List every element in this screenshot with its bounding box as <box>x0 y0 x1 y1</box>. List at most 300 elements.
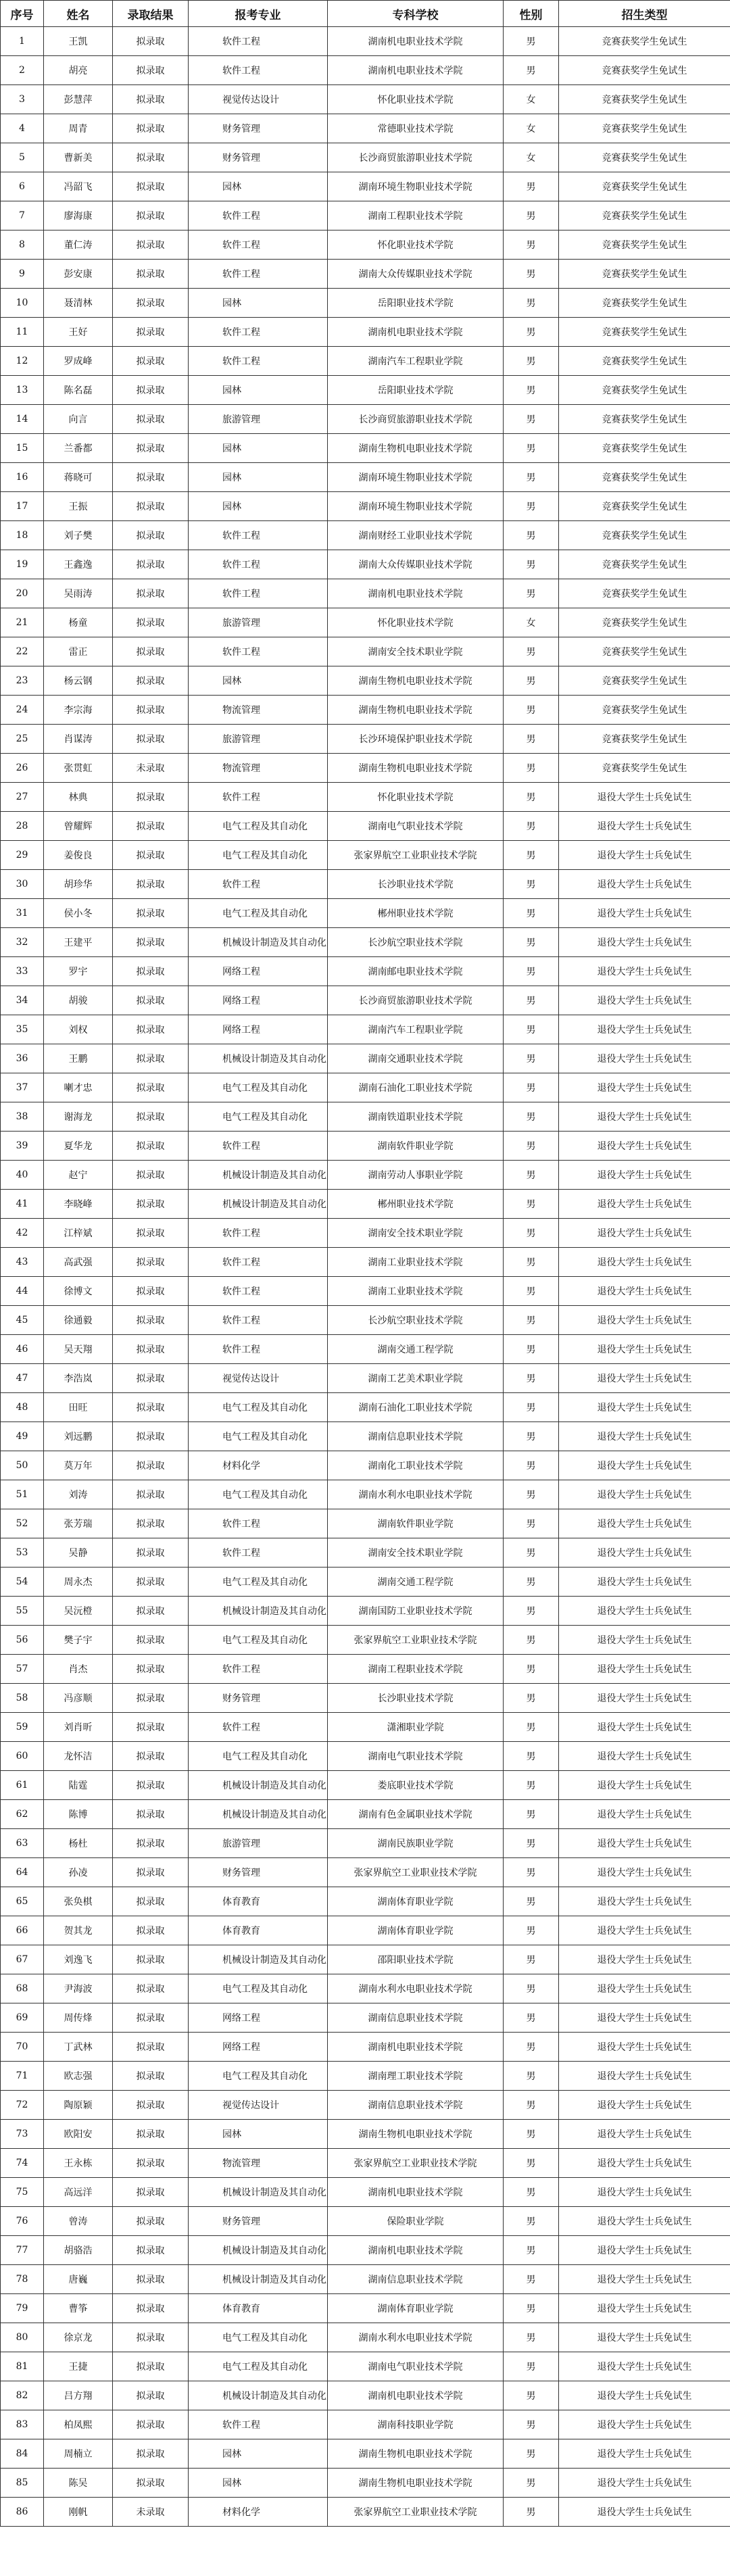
cell-result: 拟录取 <box>113 1306 189 1335</box>
cell-gender: 男 <box>504 957 559 986</box>
cell-college: 湖南国防工业职业技术学院 <box>328 1597 504 1626</box>
cell-type: 竞赛获奖学生免试生 <box>559 492 730 521</box>
cell-type: 退役大学生士兵免试生 <box>559 2439 730 2469</box>
cell-gender: 女 <box>504 143 559 172</box>
cell-college: 湖南机电职业技术学院 <box>328 318 504 347</box>
cell-name: 董仁涛 <box>44 230 113 260</box>
cell-type: 竞赛获奖学生免试生 <box>559 289 730 318</box>
cell-gender: 男 <box>504 1277 559 1306</box>
table-row <box>1 1800 730 1829</box>
cell-major: 软件工程 <box>189 1277 328 1306</box>
header-college: 专科学校 <box>328 1 504 27</box>
cell-index: 53 <box>1 1538 44 1568</box>
cell-index: 6 <box>1 172 44 201</box>
cell-college: 湖南生物机电职业技术学院 <box>328 2439 504 2469</box>
cell-type: 竞赛获奖学生免试生 <box>559 754 730 783</box>
cell-type: 竞赛获奖学生免试生 <box>559 666 730 696</box>
table-row <box>1 957 730 986</box>
cell-index: 43 <box>1 1248 44 1277</box>
cell-type: 退役大学生士兵免试生 <box>559 2294 730 2323</box>
cell-index: 85 <box>1 2469 44 2498</box>
cell-major: 机械设计制造及其自动化 <box>189 1044 328 1073</box>
cell-name: 夏华龙 <box>44 1132 113 1161</box>
table-row <box>1 2352 730 2381</box>
cell-college: 湖南劳动人事职业学院 <box>328 1161 504 1190</box>
cell-type: 退役大学生士兵免试生 <box>559 1626 730 1655</box>
cell-index: 45 <box>1 1306 44 1335</box>
cell-college: 长沙商贸旅游职业技术学院 <box>328 986 504 1015</box>
cell-gender: 男 <box>504 2352 559 2381</box>
table-row <box>1 2265 730 2294</box>
table-row <box>1 899 730 928</box>
table-header-row <box>1 1 730 27</box>
cell-college: 湖南体育职业学院 <box>328 1887 504 1916</box>
cell-name: 孙凌 <box>44 1858 113 1887</box>
cell-result: 拟录取 <box>113 2033 189 2062</box>
cell-index: 10 <box>1 289 44 318</box>
cell-index: 72 <box>1 2091 44 2120</box>
cell-type: 退役大学生士兵免试生 <box>559 2236 730 2265</box>
cell-name: 陶原颖 <box>44 2091 113 2120</box>
cell-major: 园林 <box>189 289 328 318</box>
cell-name: 吴沅橙 <box>44 1597 113 1626</box>
cell-type: 竞赛获奖学生免试生 <box>559 85 730 114</box>
cell-major: 软件工程 <box>189 260 328 289</box>
table-row <box>1 2410 730 2439</box>
cell-index: 75 <box>1 2178 44 2207</box>
cell-name: 兰番都 <box>44 434 113 463</box>
cell-gender: 男 <box>504 289 559 318</box>
cell-college: 湖南铁道职业技术学院 <box>328 1102 504 1132</box>
cell-name: 樊子宇 <box>44 1626 113 1655</box>
cell-index: 51 <box>1 1480 44 1509</box>
table-row <box>1 289 730 318</box>
cell-type: 退役大学生士兵免试生 <box>559 1306 730 1335</box>
table-row <box>1 1858 730 1887</box>
cell-gender: 男 <box>504 1132 559 1161</box>
cell-index: 66 <box>1 1916 44 1945</box>
cell-type: 退役大学生士兵免试生 <box>559 1335 730 1364</box>
cell-name: 胡骏 <box>44 986 113 1015</box>
cell-college: 湖南工业职业技术学院 <box>328 1248 504 1277</box>
cell-gender: 男 <box>504 56 559 85</box>
cell-major: 软件工程 <box>189 1306 328 1335</box>
cell-result: 拟录取 <box>113 2207 189 2236</box>
cell-major: 软件工程 <box>189 2410 328 2439</box>
cell-major: 电气工程及其自动化 <box>189 2323 328 2352</box>
cell-gender: 男 <box>504 1916 559 1945</box>
header-type: 招生类型 <box>559 1 730 27</box>
cell-type: 竞赛获奖学生免试生 <box>559 696 730 725</box>
cell-gender: 男 <box>504 1393 559 1422</box>
cell-result: 拟录取 <box>113 2469 189 2498</box>
cell-name: 杨云钢 <box>44 666 113 696</box>
cell-index: 57 <box>1 1655 44 1684</box>
cell-college: 常德职业技术学院 <box>328 114 504 143</box>
cell-type: 退役大学生士兵免试生 <box>559 2149 730 2178</box>
cell-name: 张贯虹 <box>44 754 113 783</box>
table-row <box>1 1655 730 1684</box>
cell-name: 刘涛 <box>44 1480 113 1509</box>
cell-name: 刚帆 <box>44 2498 113 2527</box>
cell-name: 周青 <box>44 114 113 143</box>
cell-result: 拟录取 <box>113 579 189 608</box>
cell-type: 退役大学生士兵免试生 <box>559 2265 730 2294</box>
cell-major: 旅游管理 <box>189 608 328 637</box>
cell-college: 湖南电气职业技术学院 <box>328 2352 504 2381</box>
cell-name: 曾耀辉 <box>44 812 113 841</box>
cell-index: 1 <box>1 27 44 56</box>
cell-gender: 男 <box>504 870 559 899</box>
cell-name: 周传烽 <box>44 2003 113 2033</box>
cell-name: 周永杰 <box>44 1568 113 1597</box>
cell-name: 聂清林 <box>44 289 113 318</box>
cell-major: 网络工程 <box>189 1015 328 1044</box>
cell-index: 81 <box>1 2352 44 2381</box>
cell-college: 湖南机电职业技术学院 <box>328 2236 504 2265</box>
cell-name: 彭安康 <box>44 260 113 289</box>
cell-college: 湖南民族职业学院 <box>328 1829 504 1858</box>
cell-result: 拟录取 <box>113 289 189 318</box>
table-row <box>1 56 730 85</box>
cell-type: 退役大学生士兵免试生 <box>559 1277 730 1306</box>
cell-college: 长沙职业技术学院 <box>328 1684 504 1713</box>
cell-college: 湖南水利水电职业技术学院 <box>328 1480 504 1509</box>
cell-college: 湖南信息职业技术学院 <box>328 2091 504 2120</box>
cell-index: 37 <box>1 1073 44 1102</box>
cell-major: 电气工程及其自动化 <box>189 1422 328 1451</box>
cell-major: 软件工程 <box>189 1509 328 1538</box>
cell-name: 曹筝 <box>44 2294 113 2323</box>
cell-gender: 男 <box>504 1044 559 1073</box>
cell-index: 9 <box>1 260 44 289</box>
table-row <box>1 812 730 841</box>
cell-result: 拟录取 <box>113 1655 189 1684</box>
cell-index: 79 <box>1 2294 44 2323</box>
cell-index: 15 <box>1 434 44 463</box>
cell-gender: 男 <box>504 2236 559 2265</box>
cell-name: 林典 <box>44 783 113 812</box>
cell-index: 8 <box>1 230 44 260</box>
cell-gender: 男 <box>504 1102 559 1132</box>
cell-college: 长沙商贸旅游职业技术学院 <box>328 405 504 434</box>
table-row <box>1 2323 730 2352</box>
table-row <box>1 579 730 608</box>
cell-gender: 男 <box>504 405 559 434</box>
table-row <box>1 463 730 492</box>
table-row <box>1 2469 730 2498</box>
cell-index: 41 <box>1 1190 44 1219</box>
cell-result: 拟录取 <box>113 2294 189 2323</box>
cell-index: 3 <box>1 85 44 114</box>
cell-major: 机械设计制造及其自动化 <box>189 1190 328 1219</box>
cell-college: 长沙职业技术学院 <box>328 870 504 899</box>
cell-type: 退役大学生士兵免试生 <box>559 783 730 812</box>
table-row <box>1 1277 730 1306</box>
cell-gender: 男 <box>504 172 559 201</box>
cell-major: 机械设计制造及其自动化 <box>189 1771 328 1800</box>
cell-name: 王振 <box>44 492 113 521</box>
cell-result: 拟录取 <box>113 376 189 405</box>
cell-type: 退役大学生士兵免试生 <box>559 1974 730 2003</box>
cell-gender: 男 <box>504 318 559 347</box>
cell-type: 退役大学生士兵免试生 <box>559 1771 730 1800</box>
cell-major: 电气工程及其自动化 <box>189 1480 328 1509</box>
cell-major: 机械设计制造及其自动化 <box>189 1800 328 1829</box>
table-row <box>1 1597 730 1626</box>
cell-result: 拟录取 <box>113 812 189 841</box>
cell-college: 湖南石油化工职业技术学院 <box>328 1393 504 1422</box>
cell-major: 园林 <box>189 463 328 492</box>
cell-gender: 男 <box>504 2265 559 2294</box>
cell-type: 竞赛获奖学生免试生 <box>559 376 730 405</box>
cell-gender: 男 <box>504 2091 559 2120</box>
cell-major: 财务管理 <box>189 2207 328 2236</box>
cell-type: 退役大学生士兵免试生 <box>559 1568 730 1597</box>
cell-type: 竞赛获奖学生免试生 <box>559 56 730 85</box>
cell-major: 物流管理 <box>189 696 328 725</box>
cell-type: 退役大学生士兵免试生 <box>559 870 730 899</box>
cell-index: 14 <box>1 405 44 434</box>
cell-name: 王鑫逸 <box>44 550 113 579</box>
cell-major: 材料化学 <box>189 2498 328 2527</box>
cell-type: 退役大学生士兵免试生 <box>559 1655 730 1684</box>
cell-major: 软件工程 <box>189 579 328 608</box>
header-result: 录取结果 <box>113 1 189 27</box>
cell-major: 机械设计制造及其自动化 <box>189 1945 328 1974</box>
cell-major: 软件工程 <box>189 318 328 347</box>
cell-college: 湖南交通职业技术学院 <box>328 1044 504 1073</box>
cell-college: 张家界航空工业职业技术学院 <box>328 1626 504 1655</box>
cell-index: 74 <box>1 2149 44 2178</box>
cell-gender: 女 <box>504 114 559 143</box>
table-row <box>1 1742 730 1771</box>
cell-gender: 男 <box>504 1509 559 1538</box>
cell-major: 软件工程 <box>189 1713 328 1742</box>
cell-result: 拟录取 <box>113 1509 189 1538</box>
cell-major: 财务管理 <box>189 1858 328 1887</box>
cell-gender: 男 <box>504 928 559 957</box>
cell-index: 2 <box>1 56 44 85</box>
cell-college: 湖南生物机电职业技术学院 <box>328 754 504 783</box>
cell-major: 软件工程 <box>189 521 328 550</box>
cell-index: 19 <box>1 550 44 579</box>
cell-name: 廖海康 <box>44 201 113 230</box>
cell-gender: 男 <box>504 230 559 260</box>
cell-index: 82 <box>1 2381 44 2410</box>
table-row <box>1 2498 730 2527</box>
cell-result: 拟录取 <box>113 1597 189 1626</box>
cell-college: 湖南生物机电职业技术学院 <box>328 696 504 725</box>
cell-result: 拟录取 <box>113 2149 189 2178</box>
cell-type: 竞赛获奖学生免试生 <box>559 463 730 492</box>
cell-major: 视觉传达设计 <box>189 2091 328 2120</box>
cell-major: 软件工程 <box>189 230 328 260</box>
cell-index: 20 <box>1 579 44 608</box>
cell-result: 拟录取 <box>113 114 189 143</box>
cell-college: 长沙航空职业技术学院 <box>328 928 504 957</box>
table-row <box>1 1568 730 1597</box>
cell-college: 湖南化工职业技术学院 <box>328 1451 504 1480</box>
cell-gender: 男 <box>504 260 559 289</box>
cell-gender: 男 <box>504 1480 559 1509</box>
table-row <box>1 1945 730 1974</box>
table-row <box>1 2062 730 2091</box>
cell-index: 70 <box>1 2033 44 2062</box>
cell-major: 机械设计制造及其自动化 <box>189 2265 328 2294</box>
table-row <box>1 928 730 957</box>
cell-gender: 女 <box>504 608 559 637</box>
cell-result: 拟录取 <box>113 2236 189 2265</box>
cell-result: 拟录取 <box>113 841 189 870</box>
cell-index: 76 <box>1 2207 44 2236</box>
cell-college: 长沙环境保护职业技术学院 <box>328 725 504 754</box>
table-row <box>1 2149 730 2178</box>
cell-name: 周楠立 <box>44 2439 113 2469</box>
cell-type: 退役大学生士兵免试生 <box>559 2091 730 2120</box>
cell-college: 湖南软件职业学院 <box>328 1509 504 1538</box>
cell-name: 徐通毅 <box>44 1306 113 1335</box>
cell-result: 拟录取 <box>113 666 189 696</box>
cell-gender: 男 <box>504 1306 559 1335</box>
cell-major: 机械设计制造及其自动化 <box>189 1161 328 1190</box>
table-row <box>1 2381 730 2410</box>
table-row <box>1 1044 730 1073</box>
cell-index: 65 <box>1 1887 44 1916</box>
cell-name: 罗成峰 <box>44 347 113 376</box>
cell-type: 退役大学生士兵免试生 <box>559 1102 730 1132</box>
cell-type: 退役大学生士兵免试生 <box>559 899 730 928</box>
cell-gender: 男 <box>504 2294 559 2323</box>
cell-major: 软件工程 <box>189 347 328 376</box>
cell-gender: 男 <box>504 2178 559 2207</box>
cell-type: 竞赛获奖学生免试生 <box>559 230 730 260</box>
cell-index: 54 <box>1 1568 44 1597</box>
cell-result: 拟录取 <box>113 899 189 928</box>
cell-type: 竞赛获奖学生免试生 <box>559 608 730 637</box>
table-row <box>1 1248 730 1277</box>
cell-major: 网络工程 <box>189 957 328 986</box>
cell-result: 拟录取 <box>113 1219 189 1248</box>
cell-result: 拟录取 <box>113 405 189 434</box>
cell-name: 江梓斌 <box>44 1219 113 1248</box>
cell-major: 网络工程 <box>189 2003 328 2033</box>
cell-result: 拟录取 <box>113 1800 189 1829</box>
cell-college: 湖南电气职业技术学院 <box>328 812 504 841</box>
table-row <box>1 1015 730 1044</box>
table-row <box>1 1422 730 1451</box>
cell-major: 财务管理 <box>189 1684 328 1713</box>
table-row <box>1 1190 730 1219</box>
cell-type: 竞赛获奖学生免试生 <box>559 318 730 347</box>
cell-index: 13 <box>1 376 44 405</box>
cell-name: 蒋晓可 <box>44 463 113 492</box>
cell-type: 竞赛获奖学生免试生 <box>559 521 730 550</box>
cell-gender: 男 <box>504 2469 559 2498</box>
cell-major: 旅游管理 <box>189 405 328 434</box>
cell-name: 肖杰 <box>44 1655 113 1684</box>
cell-result: 拟录取 <box>113 1073 189 1102</box>
cell-index: 35 <box>1 1015 44 1044</box>
table-row <box>1 1538 730 1568</box>
cell-index: 68 <box>1 1974 44 2003</box>
cell-gender: 男 <box>504 2207 559 2236</box>
cell-gender: 男 <box>504 725 559 754</box>
cell-result: 拟录取 <box>113 1451 189 1480</box>
cell-major: 电气工程及其自动化 <box>189 1974 328 2003</box>
cell-gender: 男 <box>504 986 559 1015</box>
cell-index: 29 <box>1 841 44 870</box>
header-major: 报考专业 <box>189 1 328 27</box>
table-row <box>1 1132 730 1161</box>
cell-type: 退役大学生士兵免试生 <box>559 812 730 841</box>
cell-type: 退役大学生士兵免试生 <box>559 1713 730 1742</box>
cell-index: 24 <box>1 696 44 725</box>
cell-name: 谢海龙 <box>44 1102 113 1132</box>
cell-major: 网络工程 <box>189 986 328 1015</box>
table-row <box>1 1974 730 2003</box>
cell-result: 拟录取 <box>113 1480 189 1509</box>
cell-college: 邵阳职业技术学院 <box>328 1945 504 1974</box>
cell-index: 61 <box>1 1771 44 1800</box>
cell-name: 杨童 <box>44 608 113 637</box>
cell-name: 王捷 <box>44 2352 113 2381</box>
cell-name: 尹海波 <box>44 1974 113 2003</box>
table-row <box>1 841 730 870</box>
cell-name: 王建平 <box>44 928 113 957</box>
cell-name: 胡珍华 <box>44 870 113 899</box>
cell-type: 退役大学生士兵免试生 <box>559 957 730 986</box>
cell-index: 49 <box>1 1422 44 1451</box>
cell-index: 12 <box>1 347 44 376</box>
cell-major: 园林 <box>189 376 328 405</box>
cell-type: 退役大学生士兵免试生 <box>559 2178 730 2207</box>
cell-result: 拟录取 <box>113 201 189 230</box>
cell-gender: 男 <box>504 1538 559 1568</box>
cell-type: 退役大学生士兵免试生 <box>559 1684 730 1713</box>
cell-name: 吴天翔 <box>44 1335 113 1364</box>
cell-result: 拟录取 <box>113 2410 189 2439</box>
cell-college: 湖南安全技术职业学院 <box>328 1219 504 1248</box>
cell-index: 84 <box>1 2439 44 2469</box>
cell-gender: 男 <box>504 1073 559 1102</box>
cell-college: 湖南工程职业技术学院 <box>328 1655 504 1684</box>
cell-college: 湖南工艺美术职业学院 <box>328 1364 504 1393</box>
cell-college: 湖南机电职业技术学院 <box>328 579 504 608</box>
cell-result: 拟录取 <box>113 1015 189 1044</box>
cell-index: 21 <box>1 608 44 637</box>
table-row <box>1 783 730 812</box>
table-row <box>1 1713 730 1742</box>
cell-college: 长沙航空职业技术学院 <box>328 1306 504 1335</box>
table-row <box>1 1306 730 1335</box>
cell-college: 湖南汽车工程职业学院 <box>328 347 504 376</box>
cell-name: 徐京龙 <box>44 2323 113 2352</box>
cell-gender: 男 <box>504 1364 559 1393</box>
cell-index: 38 <box>1 1102 44 1132</box>
cell-index: 56 <box>1 1626 44 1655</box>
cell-result: 拟录取 <box>113 1335 189 1364</box>
cell-type: 退役大学生士兵免试生 <box>559 986 730 1015</box>
cell-index: 44 <box>1 1277 44 1306</box>
cell-type: 竞赛获奖学生免试生 <box>559 725 730 754</box>
cell-index: 31 <box>1 899 44 928</box>
table-row <box>1 608 730 637</box>
cell-name: 彭慧萍 <box>44 85 113 114</box>
cell-type: 退役大学生士兵免试生 <box>559 2469 730 2498</box>
cell-gender: 男 <box>504 579 559 608</box>
table-row <box>1 1102 730 1132</box>
